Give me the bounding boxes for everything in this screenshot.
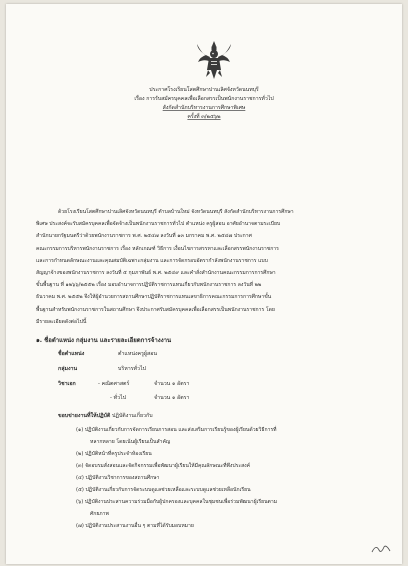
duties-list (76, 424, 376, 532)
announcement-department: สังกัดสำนักบริหารงานการศึกษาพิเศษ (162, 105, 246, 111)
major-name: - ทั่วไป (110, 395, 127, 401)
intro-line: สำนักนายกรัฐมนตรีว่าด้วยพนักงานราชการ พ.ศ. ๒๕๔๗ ลงวันที่ ๑๓ มกราคม พ.ศ. ๒๕๔๗ ประกาศ (36, 233, 252, 240)
intro-line: ธันวาคม พ.ศ. ๒๕๕๒ จึงให้ผู้อำนวยการสถานศึกษาปฏิบัติราชการแทนเลขาธิการคณะกรรมการการศึกษาขั้น (36, 294, 272, 301)
duty-item-continuation: ศักยภาพ (90, 511, 109, 517)
duty-item: (๑) ปฏิบัติงานเกี่ยวกับการจัดการเรียนการสอน และส่งเสริมการเรียนรู้ของผู้เรียนด้วยวิธีการที่ (76, 427, 277, 433)
duty-item: (๗) ปฏิบัติงานประสานงานอื่น ๆ ตามที่ได้รับมอบหมาย (76, 523, 194, 529)
duties-heading-label: ขอบข่ายงานที่ให้ปฏิบัติ (58, 413, 111, 419)
intro-line: ขั้นพื้นฐาน ที่ ๑๒๖๖/๒๕๕๒ เรื่อง มอบอำนาจการปฏิบัติราชการแทนเกี่ยวกับพนักงานราชการ ลงวันที่ ๒๒ (36, 282, 262, 289)
group-value: บริหารทั่วไป (118, 366, 147, 372)
duty-item: (๒) ปฏิบัติหน้าที่ครูประจำห้องเรียน (76, 451, 152, 457)
signature-mark-icon (370, 542, 392, 556)
major-label: วิชาเอก (58, 381, 76, 387)
duty-item-continuation: หลากหลาย โดยเน้นผู้เรียนเป็นสำคัญ (90, 439, 171, 445)
duty-item: (๕) ปฏิบัติงานเกี่ยวกับการจัดระบบดูแลช่วยเหลือและระบบดูแลช่วยเหลือนักเรียน (76, 487, 251, 493)
major-name: - คณิตศาสตร์ (98, 381, 130, 387)
duty-item: (๖) ปฏิบัติงานประสานความร่วมมือกับผู้ปกครองและบุคคลในชุมชนเพื่อร่วมพัฒนาผู้เรียนตาม (76, 499, 278, 505)
intro-line: พื้นฐานสำหรับพนักงานราชการในสถานศึกษา จึงประกาศรับสมัครบุคคลเพื่อเลือกสรรเป็นพนักงานราชการ โดย (36, 306, 275, 313)
duty-item: (๔) ปฏิบัติงานวิชาการของสถานศึกษา (76, 475, 160, 481)
duty-item: (๓) จัดอบรมสั่งสอนและจัดกิจกรรมเพื่อพัฒนาผู้เรียนให้มีคุณลักษณะที่พึงประสงค์ (76, 463, 251, 469)
announcement-subject: เรื่อง การรับสมัครบุคคลเพื่อเลือกสรรเป็นพนักงานราชการทั่วไป (134, 96, 274, 102)
garuda-emblem-icon (196, 40, 232, 80)
document-page (6, 4, 402, 564)
group-label: กลุ่มงาน (58, 366, 78, 372)
intro-line: และการกำหนดลักษณะงานและคุณสมบัติเฉพาะกลุ่มงาน และการจัดกรอบอัตรากำลังพนักงานราชการ แบบ (36, 257, 268, 264)
duties-heading (58, 412, 153, 420)
position-label: ชื่อตำแหน่ง (58, 351, 85, 357)
intro-line: คณะกรรมการบริหารพนักงานราชการ เรื่อง หลักเกณฑ์ วิธีการ เงื่อนไขการสรรหาและเลือกสรรพนักงานราชการ (36, 245, 279, 252)
section-heading: ๑. ชื่อตำแหน่ง กลุ่มงาน และรายละเอียดการจ้างงาน (36, 337, 172, 344)
intro-line: มีรายละเอียดดังต่อไปนี้ (36, 318, 87, 325)
announcement-round: ครั้งที่ ๓/๒๕๖๒ (187, 114, 221, 120)
intro-line: สัญญาจ้างของพนักงานราชการ ลงวันที่ ๕ กุมภาพันธ์ พ.ศ. ๒๕๔๙ และคำสั่งสำนักงานคณะกรรมการการศึกษา (36, 270, 276, 277)
announcement-title: ประกาศโรงเรียนโสตศึกษาปานเลิศจังหวัดนนทบุรี (149, 87, 259, 93)
major-quota: จำนวน ๑ อัตรา (154, 381, 190, 387)
position-value: ตำแหน่งครูผู้สอน (118, 351, 158, 357)
intro-line: ด้วยโรงเรียนโสตศึกษาปานเลิศจังหวัดนนทบุรี ตำบลบ้านใหม่ จังหวัดนนทบุรี สังกัดสำนักบริหารงานการศึกษา (58, 209, 294, 215)
major-quota: จำนวน ๑ อัตรา (154, 395, 190, 401)
intro-line: พิเศษ ประสงค์จะรับสมัครบุคคลเพื่อจัดจ้างเป็นพนักงานราชการทั่วไป ตำแหน่ง ครูผู้สอน อาศัยอำนาจตามระเบียบ (36, 221, 281, 228)
duties-heading-text: ปฏิบัติงานเกี่ยวกับ (110, 413, 153, 419)
intro-paragraph (36, 206, 384, 328)
